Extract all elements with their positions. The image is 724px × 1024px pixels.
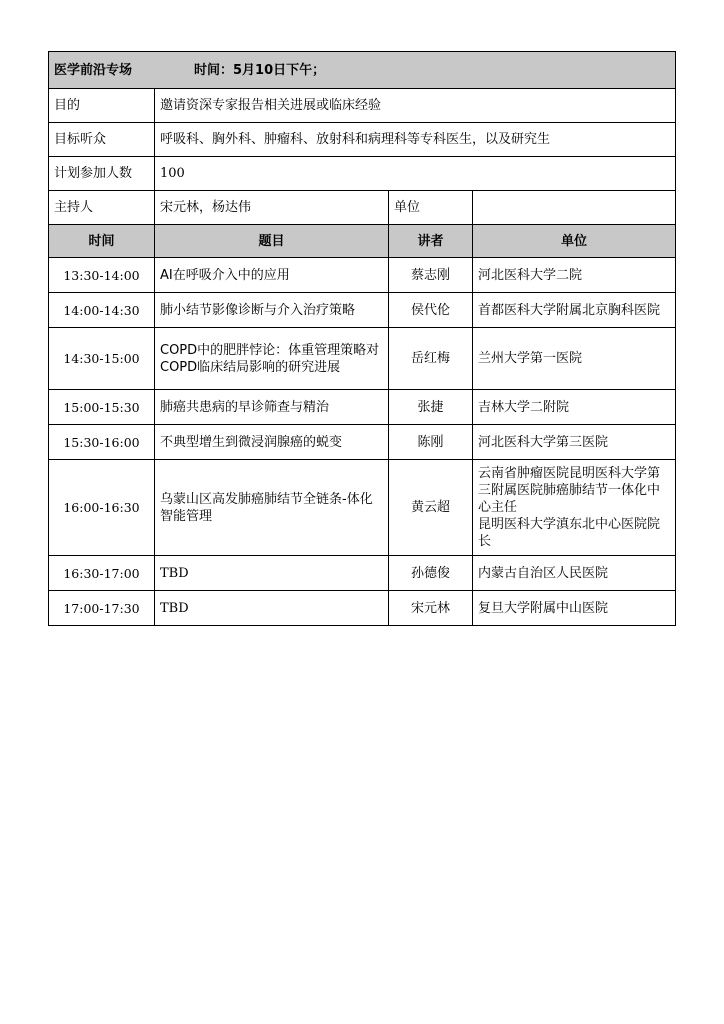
- row-time: 16:00-16:30: [49, 460, 155, 556]
- attendees-row: [49, 157, 676, 191]
- row-speaker: 侯代伦: [389, 293, 473, 328]
- column-header-speaker: 讲者: [389, 225, 473, 258]
- row-speaker: 黄云超: [389, 460, 473, 556]
- row-time: 13:30-14:00: [49, 258, 155, 293]
- row-unit-line-2: 昆明医科大学滇东北中心医院院长: [478, 517, 661, 549]
- table-header-row: [49, 225, 676, 258]
- title-row: [49, 52, 676, 89]
- table-row: [49, 591, 676, 626]
- row-topic: AI在呼吸介入中的应用: [155, 258, 389, 293]
- purpose-row: [49, 89, 676, 123]
- row-topic: 肺小结节影像诊断与介入治疗策略: [155, 293, 389, 328]
- row-topic: TBD: [155, 556, 389, 591]
- row-unit: 河北医科大学二院: [473, 258, 676, 293]
- column-header-unit: 单位: [473, 225, 676, 258]
- session-time: 时间：5月10日下午；: [194, 62, 326, 78]
- table-row: [49, 460, 676, 556]
- column-header-topic: 题目: [155, 225, 389, 258]
- row-time: 16:30-17:00: [49, 556, 155, 591]
- purpose-value: 邀请资深专家报告相关进展或临床经验: [155, 89, 676, 123]
- unit-value: [473, 191, 676, 225]
- row-topic: TBD: [155, 591, 389, 626]
- table-row: [49, 390, 676, 425]
- schedule-table: [48, 51, 676, 626]
- table-row: [49, 293, 676, 328]
- row-speaker: 宋元林: [389, 591, 473, 626]
- row-unit: 河北医科大学第三医院: [473, 425, 676, 460]
- table-row: [49, 258, 676, 293]
- host-row: [49, 191, 676, 225]
- row-topic: COPD中的肥胖悖论：体重管理策略对COPD临床结局影响的研究进展: [155, 328, 389, 390]
- row-topic: 肺癌共患病的早诊筛查与精治: [155, 390, 389, 425]
- table-row: [49, 328, 676, 390]
- attendees-value: 100: [155, 157, 676, 191]
- audience-value: 呼吸科、胸外科、肿瘤科、放射科和病理科等专科医生，以及研究生: [155, 123, 676, 157]
- row-time: 15:00-15:30: [49, 390, 155, 425]
- session-title: 医学前沿专场: [54, 62, 133, 78]
- host-label: 主持人: [49, 191, 155, 225]
- row-unit: 复旦大学附属中山医院: [473, 591, 676, 626]
- row-speaker: 岳红梅: [389, 328, 473, 390]
- row-unit: 吉林大学二附院: [473, 390, 676, 425]
- row-unit: 内蒙古自治区人民医院: [473, 556, 676, 591]
- table-row: [49, 425, 676, 460]
- audience-row: [49, 123, 676, 157]
- row-unit: 兰州大学第一医院: [473, 328, 676, 390]
- row-speaker: 张捷: [389, 390, 473, 425]
- row-speaker: 蔡志刚: [389, 258, 473, 293]
- session-header: [49, 52, 676, 89]
- row-speaker: 孙德俊: [389, 556, 473, 591]
- row-time: 14:00-14:30: [49, 293, 155, 328]
- unit-label: 单位: [389, 191, 473, 225]
- purpose-label: 目的: [49, 89, 155, 123]
- row-unit: [473, 460, 676, 556]
- row-unit-line-1: 云南省肿瘤医院昆明医科大学第三附属医院肺癌肺结节一体化中心主任: [478, 466, 661, 515]
- audience-label: 目标听众: [49, 123, 155, 157]
- column-header-time: 时间: [49, 225, 155, 258]
- row-speaker: 陈刚: [389, 425, 473, 460]
- row-topic: 乌蒙山区高发肺癌肺结节全链条-体化智能管理: [155, 460, 389, 556]
- schedule-sheet: [48, 51, 675, 626]
- host-value: 宋元林，杨达伟: [155, 191, 389, 225]
- row-time: 14:30-15:00: [49, 328, 155, 390]
- row-unit: 首都医科大学附属北京胸科医院: [473, 293, 676, 328]
- row-topic: 不典型增生到微浸润腺癌的蜕变: [155, 425, 389, 460]
- row-time: 17:00-17:30: [49, 591, 155, 626]
- row-time: 15:30-16:00: [49, 425, 155, 460]
- attendees-label: 计划参加人数: [49, 157, 155, 191]
- table-row: [49, 556, 676, 591]
